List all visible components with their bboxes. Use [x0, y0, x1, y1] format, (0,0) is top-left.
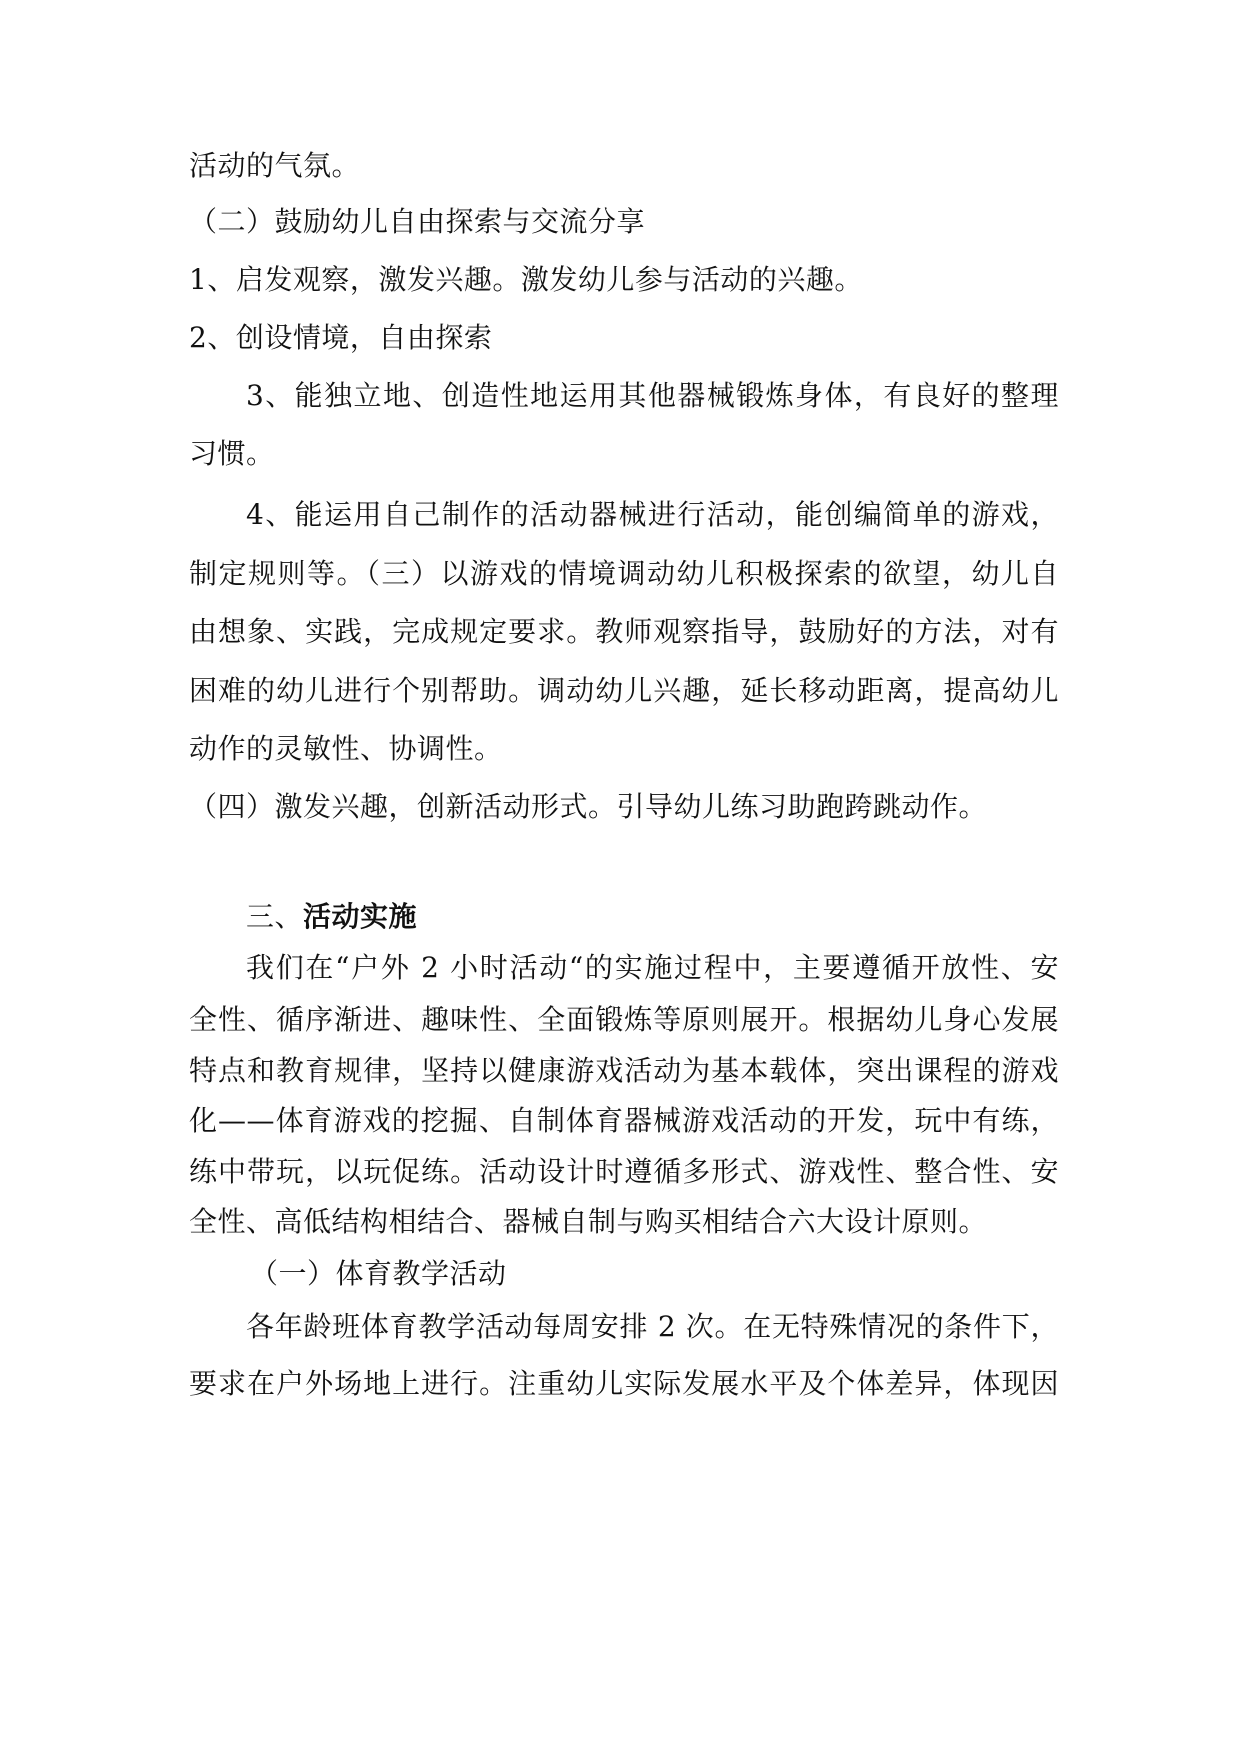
paragraph-line: 全性、高低结构相结合、器械自制与购买相结合六大设计原则。: [189, 1205, 988, 1238]
chapter-heading: [246, 897, 1059, 937]
list-item: 1、启发观察，激发兴趣。激发幼儿参与活动的兴趣。: [189, 263, 863, 296]
paragraph-line: 困难的幼儿进行个别帮助。调动幼儿兴趣，延长移动距离，提高幼儿: [189, 674, 1059, 707]
paragraph-line: 特点和教育规律，坚持以健康游戏活动为基本载体，突出课程的游戏: [189, 1054, 1059, 1087]
paragraph-line: 习惯。: [189, 437, 275, 470]
list-item: 3、能独立地、创造性地运用其他器械锻炼身体，有良好的整理: [246, 379, 1059, 412]
paragraph-line: 制定规则等。（三）以游戏的情境调动幼儿积极探索的欲望，幼儿自: [189, 557, 1059, 590]
list-item: 2、创设情境，自由探索: [189, 321, 493, 354]
chapter-title: 活动实施: [303, 900, 418, 933]
paragraph-line: 活动的气氛。: [189, 149, 361, 182]
list-item: 4、能运用自己制作的活动器械进行活动，能创编简单的游戏，: [246, 498, 1059, 531]
section-heading: （二）鼓励幼儿自由探索与交流分享: [189, 205, 646, 238]
section-heading: （四）激发兴趣，创新活动形式。引导幼儿练习助跑跨跳动作。: [189, 790, 988, 823]
paragraph-line: 全性、循序渐进、趣味性、全面锻炼等原则展开。根据幼儿身心发展: [189, 1003, 1059, 1036]
paragraph-line: 各年龄班体育教学活动每周安排 2 次。在无特殊情况的条件下，: [246, 1310, 1059, 1343]
paragraph-line: 我们在“户外 2 小时活动“的实施过程中，主要遵循开放性、安: [246, 951, 1059, 984]
paragraph-line: 要求在户外场地上进行。注重幼儿实际发展水平及个体差异，体现因: [189, 1367, 1059, 1400]
paragraph-line: 练中带玩，以玩促练。活动设计时遵循多形式、游戏性、整合性、安: [189, 1155, 1059, 1188]
chapter-number: 三、: [246, 900, 304, 933]
paragraph-line: 化——体育游戏的挖掘、自制体育器械游戏活动的开发，玩中有练，: [189, 1104, 1059, 1137]
paragraph-line: 动作的灵敏性、协调性。: [189, 732, 503, 765]
subsection-heading: （一）体育教学活动: [250, 1257, 507, 1290]
paragraph-line: 由想象、实践，完成规定要求。教师观察指导，鼓励好的方法，对有: [189, 615, 1059, 648]
